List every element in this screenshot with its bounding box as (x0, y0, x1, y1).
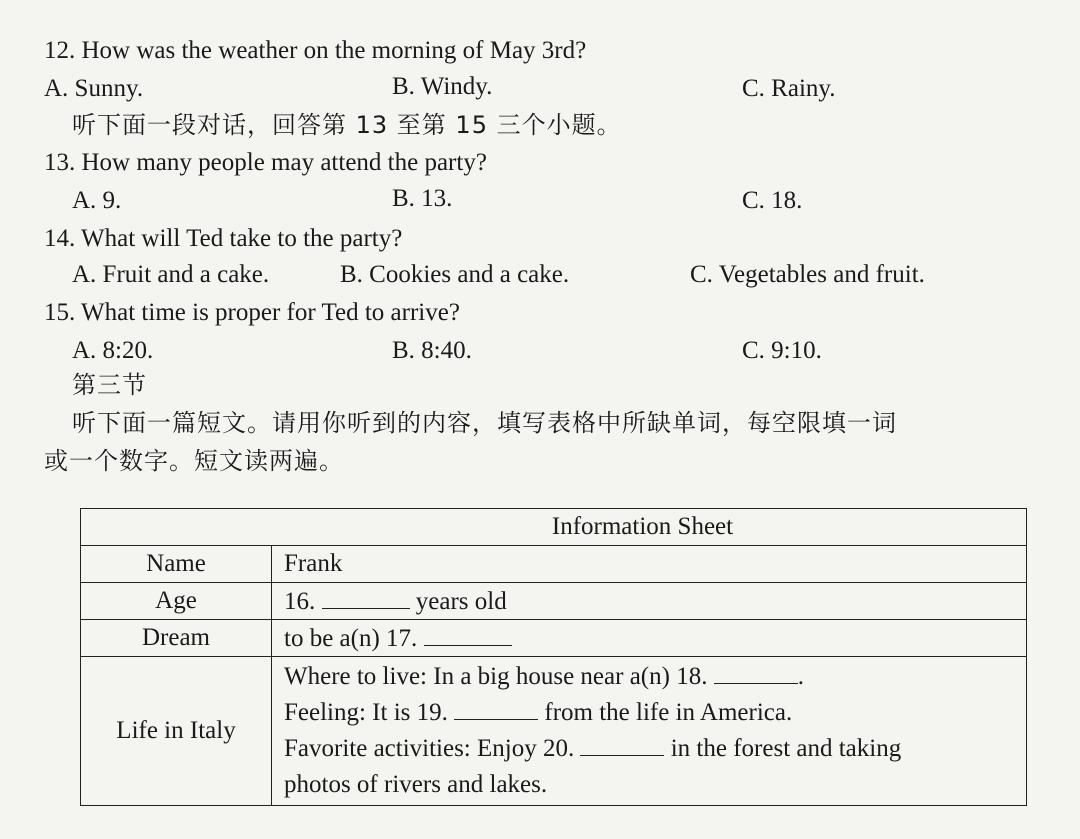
question-14-option-b: B. Cookies and a cake. (340, 261, 570, 288)
question-13-option-b: B. 13. (392, 185, 453, 212)
activities-suffix: in the forest and taking (670, 735, 902, 762)
blank-18[interactable] (714, 661, 798, 684)
activities-line (284, 731, 1014, 767)
live-suffix: . (797, 663, 804, 690)
age-value (272, 583, 1027, 620)
question-15-stem: 15. What time is proper for Ted to arrive? (44, 299, 460, 326)
name-row (81, 546, 1027, 583)
activities-line-2: photos of rivers and lakes. (284, 771, 548, 798)
question-15-option-a: A. 8:20. (72, 337, 154, 364)
question-12-option-b: B. Windy. (392, 73, 493, 100)
sheet-title: Information Sheet (81, 509, 1027, 546)
age-prefix: 16. (284, 588, 316, 615)
life-label: Life in Italy (81, 657, 272, 806)
question-15-option-b: B. 8:40. (392, 337, 472, 364)
question-14-option-c: C. Vegetables and fruit. (690, 261, 925, 288)
question-12-option-a: A. Sunny. (44, 75, 144, 102)
information-sheet-table (80, 508, 1027, 806)
question-15-option-c: C. 9:10. (742, 337, 822, 364)
age-suffix: years old (415, 588, 507, 615)
life-row (81, 657, 1027, 806)
section-three-heading: 第三节 (72, 371, 147, 399)
live-line (284, 659, 1014, 695)
feeling-suffix: from the life in America. (544, 699, 793, 726)
age-label: Age (81, 583, 272, 620)
feeling-prefix: Feeling: It is 19. (284, 699, 448, 726)
blank-19[interactable] (454, 697, 538, 720)
question-14-stem: 14. What will Ted take to the party? (44, 225, 403, 252)
question-13-option-c: C. 18. (742, 187, 803, 214)
blank-20[interactable] (580, 733, 664, 756)
instruction-sheet-line-2: 或一个数字。短文读两遍。 (44, 447, 344, 475)
name-label: Name (81, 546, 272, 583)
question-13-option-a: A. 9. (72, 187, 122, 214)
sheet-title-row (81, 509, 1027, 546)
live-prefix: Where to live: In a big house near a(n) 18. (284, 663, 708, 690)
question-12-stem: 12. How was the weather on the morning of May 3rd? (44, 37, 587, 64)
question-14-option-a: A. Fruit and a cake. (72, 261, 270, 288)
activities-prefix: Favorite activities: Enjoy 20. (284, 735, 575, 762)
name-value: Frank (272, 546, 1027, 583)
age-row (81, 583, 1027, 620)
dream-value (272, 620, 1027, 657)
blank-16[interactable] (322, 586, 410, 609)
blank-17[interactable] (424, 623, 512, 646)
dream-row (81, 620, 1027, 657)
feeling-line (284, 695, 1014, 731)
dream-prefix: to be a(n) 17. (284, 625, 418, 652)
dream-label: Dream (81, 620, 272, 657)
instruction-sheet-line-1: 听下面一篇短文。请用你听到的内容，填写表格中所缺单词，每空限填一词 (72, 409, 897, 437)
life-value (272, 657, 1027, 806)
question-12-option-c: C. Rainy. (742, 75, 836, 102)
question-13-stem: 13. How many people may attend the party? (44, 149, 487, 176)
instruction-13-15: 听下面一段对话，回答第 13 至第 15 三个小题。 (72, 111, 622, 139)
